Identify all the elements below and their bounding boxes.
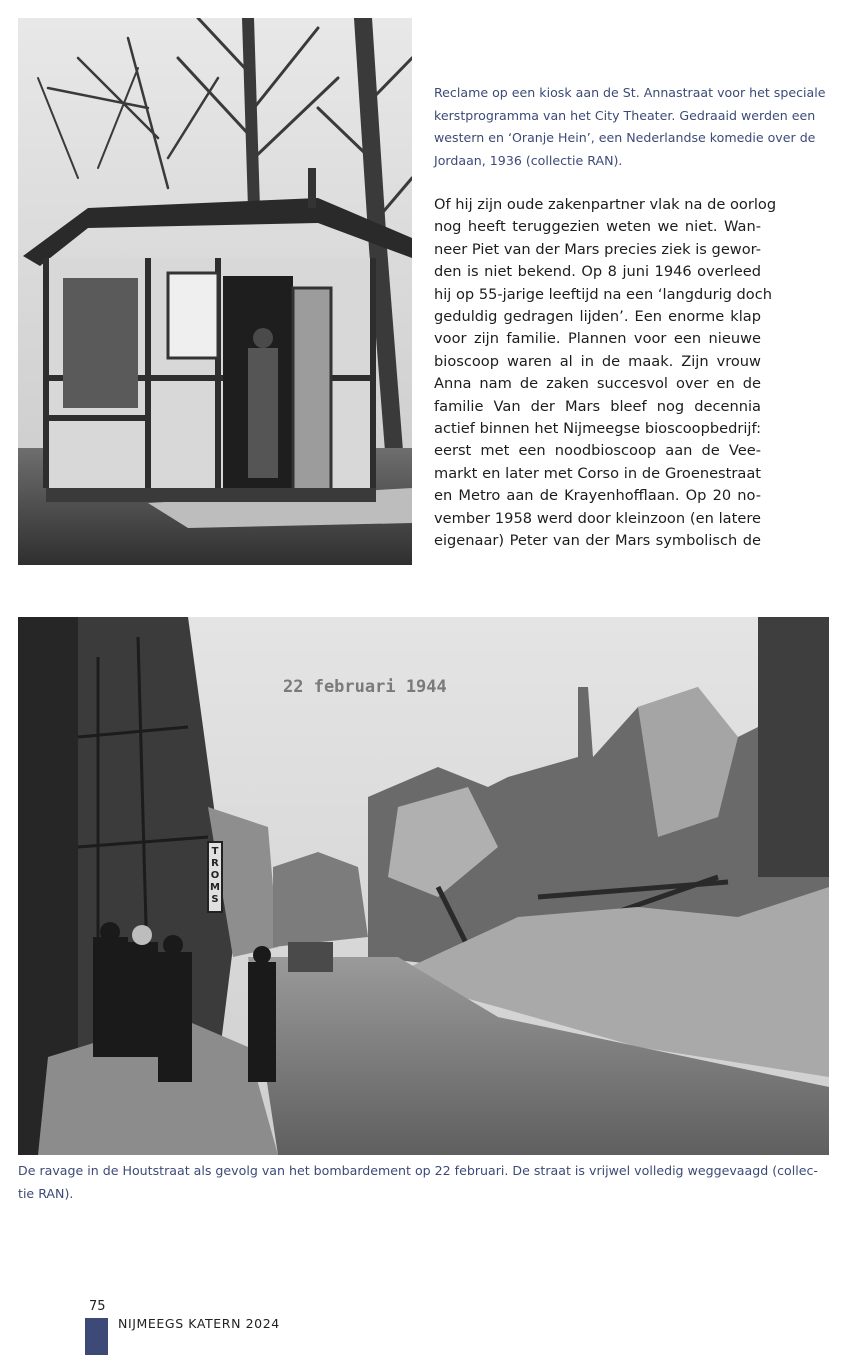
body-line: bioscoop waren al in de maak. Zijn vrouw [434,352,761,370]
body-line: hij op 55-jarige leeftijd na een ‘langdurig doch [434,285,772,303]
shop-sign-text: T R O M S [210,846,220,905]
body-line: actief binnen het Nijmeegse bioscoopbedrijf: [434,420,761,438]
body-line: den is niet bekend. Op 8 juni 1946 overleed [434,263,761,281]
body-line: eerst met een noodbioscoop aan de Vee- [434,442,761,460]
body-line: Anna nam de zaken succesvol over en de [434,375,761,393]
caption-top: Reclame op een kiosk aan de St. Annastraat voor het speciale kerstprogramma van het City Theater. Gedraaid werden een western en ‘Oranje Hein’, een Nederlandse komedie over de Jordaan, 1936 (collectie RAN). [434,85,826,168]
body-line: vember 1958 werd door kleinzoon (en latere [434,509,761,527]
page-number: 75 [89,1299,106,1314]
body-line: geduldig gedragen lijden’. Een enorme klap [434,308,761,326]
page-color-mark [85,1318,108,1355]
footer-title: NIJMEEGS KATERN 2024 [118,1316,280,1331]
body-line: markt en later met Corso in de Groenestraat [434,464,761,482]
body-line: nog heeft teruggezien weten we niet. Wan- [434,218,761,236]
body-line: familie Van der Mars bleef nog decennia [434,397,761,415]
body-text [434,194,777,553]
caption-bottom: De ravage in de Houtstraat als gevolg van het bombardement op 22 februari. De straat is vrijwel volledig weggevaagd (collec-tie RAN). [18,1163,818,1201]
body-line: Of hij zijn oude zakenpartner vlak na de oorlog [434,196,777,213]
body-line: neer Piet van der Mars precies ziek is gewor- [434,240,761,258]
body-line: eigenaar) Peter van der Mars symbolisch de [434,532,761,550]
ruins-photo [18,617,829,1155]
kiosk-photo [18,18,412,565]
photo-date-stamp: 22 februari 1944 [283,677,447,697]
body-line: voor zijn familie. Plannen voor een nieuwe [434,330,761,348]
body-line: en Metro aan de Krayenhofflaan. Op 20 no- [434,487,761,505]
